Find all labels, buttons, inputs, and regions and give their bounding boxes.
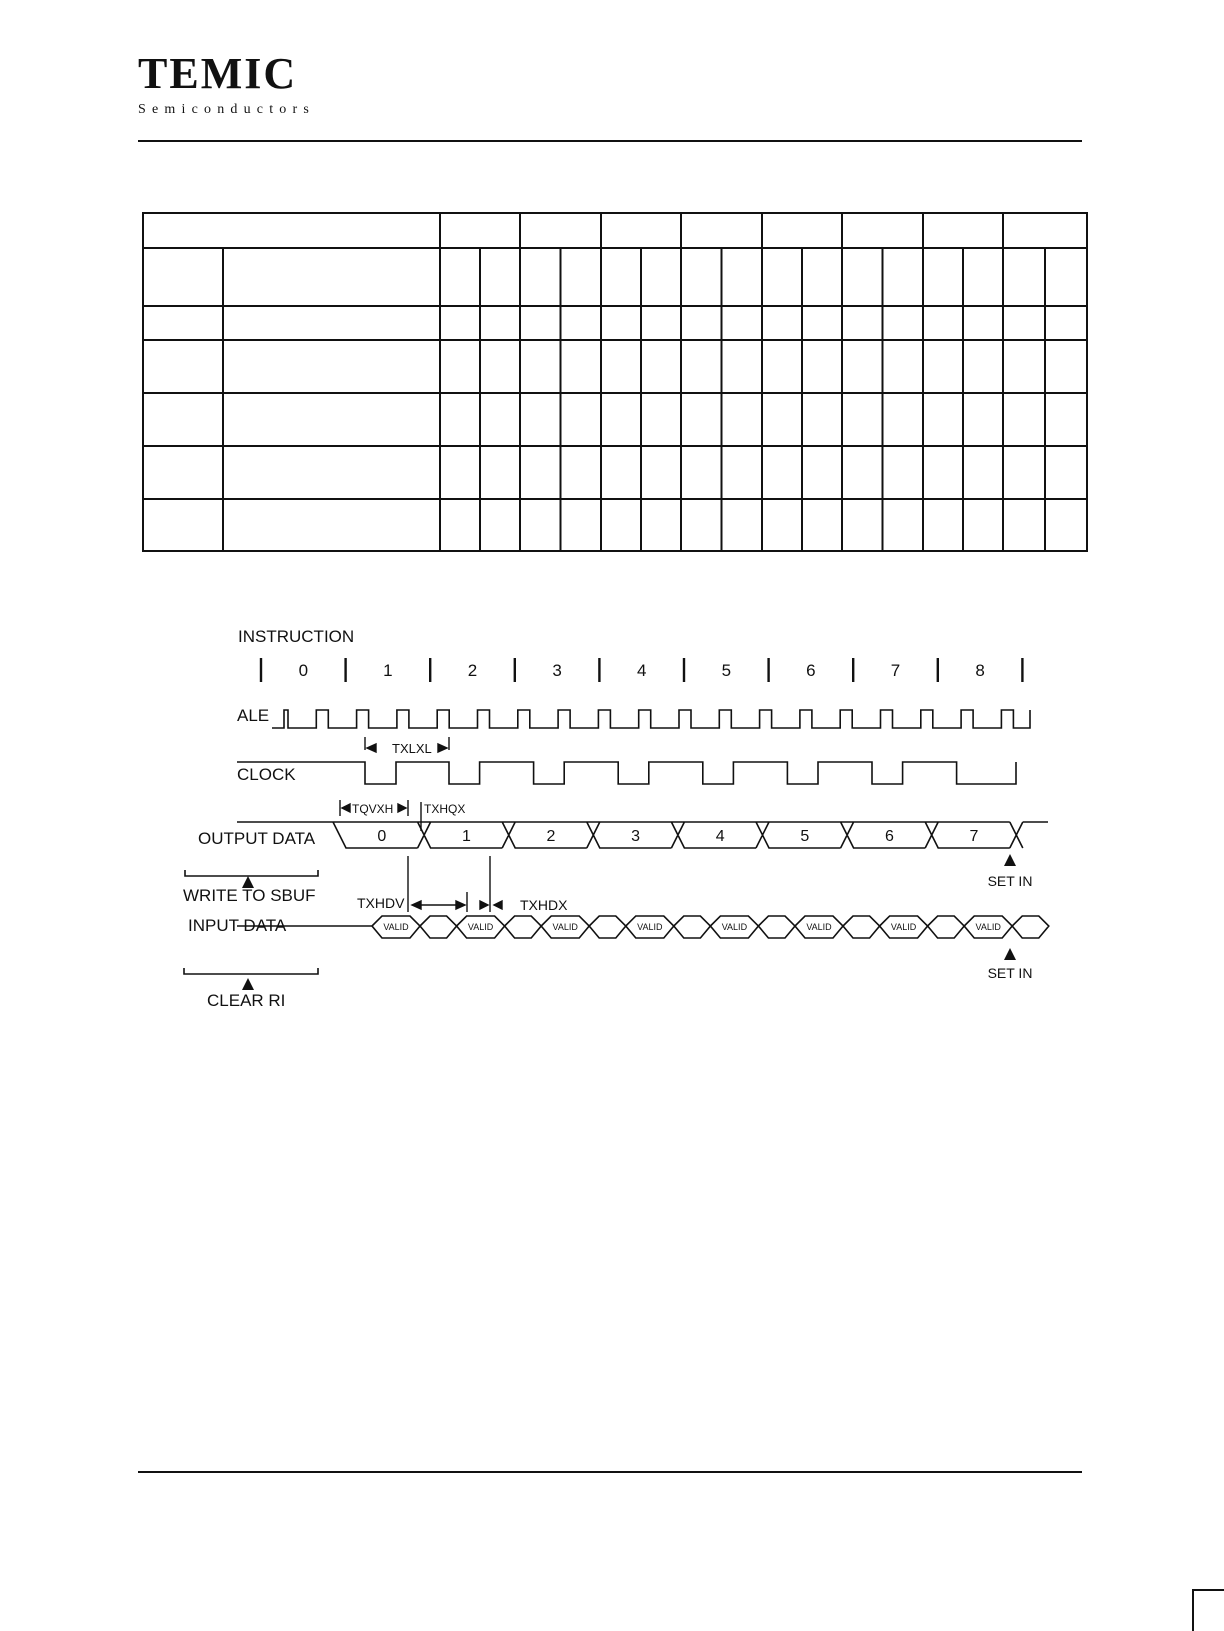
input-valid-label: VALID	[383, 922, 409, 932]
input-valid-label: VALID	[975, 922, 1001, 932]
input-valid-label: VALID	[806, 922, 832, 932]
set-ri-arrow	[1004, 948, 1016, 960]
output-bit-label: 0	[377, 828, 387, 845]
set-ti-label: SET IN	[987, 873, 1033, 889]
txhdv-marker	[408, 856, 502, 912]
instruction-number: 8	[975, 661, 985, 680]
output-data-label: OUTPUT DATA	[198, 829, 316, 848]
temic-logo	[138, 49, 316, 118]
spec-table	[142, 212, 1088, 552]
instruction-number: 6	[806, 661, 816, 680]
output-bit-label: 3	[631, 828, 641, 845]
output-bit-label: 7	[969, 828, 979, 845]
clear-ri-label: CLEAR RI	[207, 991, 286, 1010]
instruction-number: 4	[636, 661, 647, 680]
clock-label: CLOCK	[237, 765, 296, 784]
tqvxh-label: TQVXH	[352, 802, 394, 816]
instruction-label: INSTRUCTION	[238, 627, 355, 646]
write-to-sbuf-bracket	[185, 870, 318, 876]
output-bit-label: 1	[461, 828, 471, 845]
clear-ri-arrow	[242, 978, 254, 990]
input-valid-label: VALID	[552, 922, 578, 932]
txhdv-label: TXHDV	[357, 895, 405, 911]
instruction-number: 2	[467, 661, 478, 680]
txhdx-label: TXHDX	[520, 897, 568, 913]
write-to-sbuf-label: WRITE TO SBUF	[183, 886, 316, 905]
ale-waveform	[272, 710, 1030, 728]
ale-label: ALE	[237, 706, 270, 725]
header-rule	[138, 140, 1082, 142]
txlxl-label: TXLXL	[392, 741, 432, 756]
txhqx-label: TXHQX	[424, 802, 466, 816]
instruction-number: 5	[721, 661, 732, 680]
instruction-number: 1	[383, 661, 393, 680]
logo-subtitle: Semiconductors	[138, 102, 316, 117]
set-ti-arrow	[1004, 854, 1016, 866]
clock-waveform	[237, 762, 1016, 784]
logo-wordmark: TEMIC	[138, 49, 298, 98]
instruction-number: 3	[552, 661, 562, 680]
input-valid-label: VALID	[637, 922, 663, 932]
output-bit-label: 6	[884, 828, 894, 845]
serial-port-timing-diagram	[0, 620, 1224, 1020]
input-valid-label: VALID	[467, 922, 494, 932]
set-ri-label: SET IN	[987, 965, 1033, 981]
clear-ri-bracket	[184, 968, 318, 974]
footer-rule	[138, 1471, 1082, 1473]
input-valid-label: VALID	[721, 922, 748, 932]
output-bit-label: 5	[800, 828, 810, 845]
instruction-number: 0	[298, 661, 309, 680]
input-data-label: INPUT DATA	[188, 916, 287, 935]
instruction-number: 7	[890, 661, 901, 680]
page-corner-tab	[1192, 1589, 1224, 1631]
output-bit-label: 2	[546, 828, 556, 845]
input-valid-label: VALID	[890, 922, 917, 932]
output-bit-label: 4	[715, 828, 725, 845]
output-data-waveform	[237, 822, 1048, 848]
